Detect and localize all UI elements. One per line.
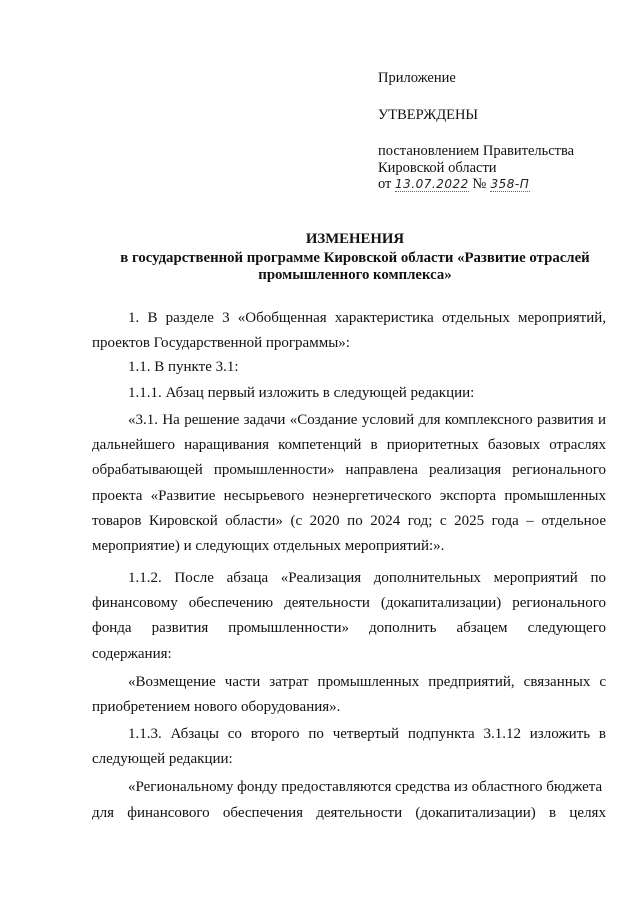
handwritten-number: 358-П: [490, 177, 530, 191]
paragraph-6: «Возмещение части затрат промышленных предприятий, связанных с приобретением нового оборудования».: [92, 674, 606, 716]
date-number-line: [378, 176, 530, 193]
paragraph-3: 1.1.1. Абзац первый изложить в следующей редакции:: [128, 385, 475, 401]
date-prefix: от: [378, 176, 392, 192]
paragraph-8-line-1: «Региональному фонду предоставляются средства из областного бюджета: [128, 779, 603, 795]
word: (докапитализации): [415, 805, 536, 821]
issuer-line-1: постановлением Правительства: [378, 143, 575, 159]
paragraph-7: 1.1.3. Абзацы со второго по четвертый подпункта 3.1.12 изложить в следующей редакции:: [92, 726, 606, 768]
paragraph-5: 1.1.2. После абзаца «Реализация дополнительных мероприятий по финансовому обеспечению деятельности (докапитализации) регионального фонда развития промышленности» дополнить абзацем следующего содержания:: [92, 570, 606, 662]
document-title-line-2: в государственной программе Кировской области «Развитие отраслей: [120, 250, 590, 266]
paragraph-8-line-2: [92, 805, 606, 822]
paragraph-4: «3.1. На решение задачи «Создание условий для комплексного развития и дальнейшего наращивания компетенций в приоритетных базовых отраслях обрабатывающей промышленности» направлена реализация регионального проекта «Развитие несырьевого неэнергетического экспорта промышленных товаров Кировской области» (с 2020 по 2024 год; с 2025 года – отдельное мероприятие) и следующих отдельных мероприятий:».: [92, 412, 606, 555]
word: обеспечения: [222, 805, 304, 821]
paragraph-2: 1.1. В пункте 3.1:: [128, 359, 239, 375]
word: финансового: [127, 805, 210, 821]
word: целях: [569, 805, 606, 821]
appendix-label: Приложение: [378, 70, 456, 86]
word: для: [92, 805, 115, 821]
number-prefix: №: [472, 176, 487, 192]
word: деятельности: [316, 805, 403, 821]
document-title-line-3: промышленного комплекса»: [258, 267, 452, 283]
approved-label: УТВЕРЖДЕНЫ: [378, 107, 479, 123]
document-heading: ИЗМЕНЕНИЯ: [305, 231, 405, 247]
issuer-line-2: Кировской области: [378, 160, 497, 176]
handwritten-date: 13.07.2022: [395, 177, 469, 191]
paragraph-1: 1. В разделе 3 «Обобщенная характеристика отдельных мероприятий, проектов Государственной программы»:: [92, 310, 606, 352]
word: в: [549, 805, 557, 821]
